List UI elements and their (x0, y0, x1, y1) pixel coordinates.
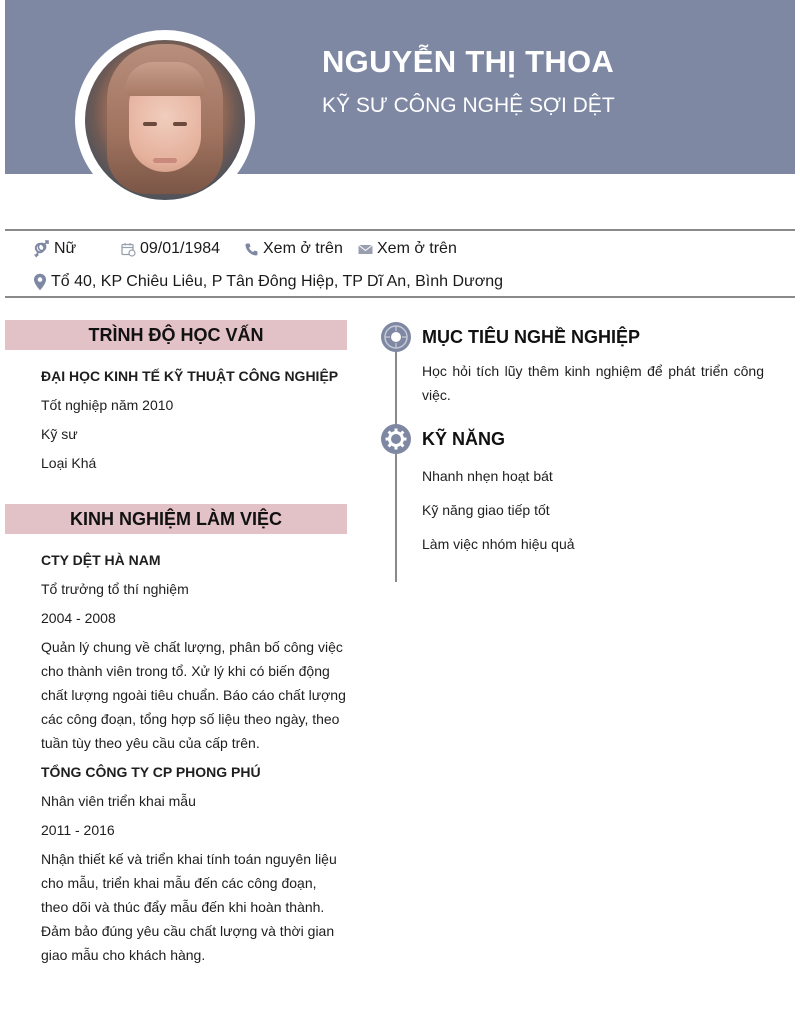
divider-bottom (5, 296, 795, 298)
position: Nhân viên triển khai mẫu (41, 793, 196, 809)
degree: Kỹ sư (41, 426, 78, 442)
email-info (358, 240, 457, 258)
timeline-line (395, 338, 397, 582)
gender-value: Nữ (54, 240, 77, 257)
address-info (33, 273, 503, 291)
profile-photo (85, 40, 245, 200)
skill-item: Làm việc nhóm hiệu quả (422, 536, 575, 552)
phone-info (244, 240, 343, 258)
skill-item: Nhanh nhẹn hoạt bát (422, 468, 553, 484)
birthdate-value: 09/01/1984 (140, 240, 221, 257)
email-icon (358, 243, 373, 255)
calendar-icon (121, 242, 136, 257)
company-name: TỔNG CÔNG TY CP PHONG PHÚ (41, 764, 261, 780)
experience-item (41, 546, 347, 755)
skills-heading: KỸ NĂNG (422, 429, 506, 449)
gender-icon (32, 240, 50, 258)
classification: Loại Khá (41, 455, 97, 471)
graduation-year: Tốt nghiệp năm 2010 (41, 397, 174, 413)
company-name: CTY DỆT HÀ NAM (41, 552, 161, 568)
job-description: Quản lý chung về chất lượng, phân bố công việc cho thành viên trong tổ. Xử lý khi có biến động chất lượng ngoài tiêu chuẩn. Báo cáo chất lượng các công đoạn, tổng hợp số liệu theo ngày, theo tuần tùy theo yêu cầu của cấp trên. (41, 639, 346, 751)
period: 2004 - 2008 (41, 610, 116, 626)
target-icon (381, 322, 411, 352)
candidate-name: NGUYỄN THỊ THOA (322, 44, 615, 79)
education-block (41, 362, 347, 478)
skills-list (422, 459, 764, 561)
phone-value: Xem ở trên (263, 240, 343, 257)
birthdate-info (121, 240, 220, 258)
divider-top (5, 229, 795, 231)
gear-icon (381, 424, 411, 454)
email-value: Xem ở trên (377, 240, 457, 257)
position: Tổ trưởng tổ thí nghiệm (41, 581, 189, 597)
location-pin-icon (33, 273, 47, 291)
job-description: Nhận thiết kế và triển khai tính toán nguyên liệu cho mẫu, triển khai mẫu đến các công đoạn, theo dõi và thúc đẩy mẫu đến khi hoàn thành. Đảm bảo đúng yêu cầu chất lượng và thời gian giao mẫu cho khách hàng. (41, 851, 337, 963)
experience-item (41, 758, 347, 967)
skill-item: Kỹ năng giao tiếp tốt (422, 502, 550, 518)
phone-icon (244, 242, 259, 257)
gender-info (32, 240, 76, 258)
experience-heading: KINH NGHIỆM LÀM VIỆC (5, 504, 347, 534)
job-title: KỸ SƯ CÔNG NGHỆ SỢI DỆT (322, 94, 615, 117)
school-name: ĐẠI HỌC KINH TẾ KỸ THUẬT CÔNG NGHIỆP (41, 368, 339, 384)
education-heading: TRÌNH ĐỘ HỌC VẤN (5, 320, 347, 350)
objective-text: Học hỏi tích lũy thêm kinh nghiệm để phát triển công việc. (422, 363, 764, 403)
period: 2011 - 2016 (41, 822, 115, 838)
objective-heading: MỤC TIÊU NGHỀ NGHIỆP (422, 327, 641, 347)
address-value: Tổ 40, KP Chiêu Liêu, P Tân Đông Hiệp, TP Dĩ An, Bình Dương (51, 273, 503, 290)
avatar (75, 30, 255, 210)
